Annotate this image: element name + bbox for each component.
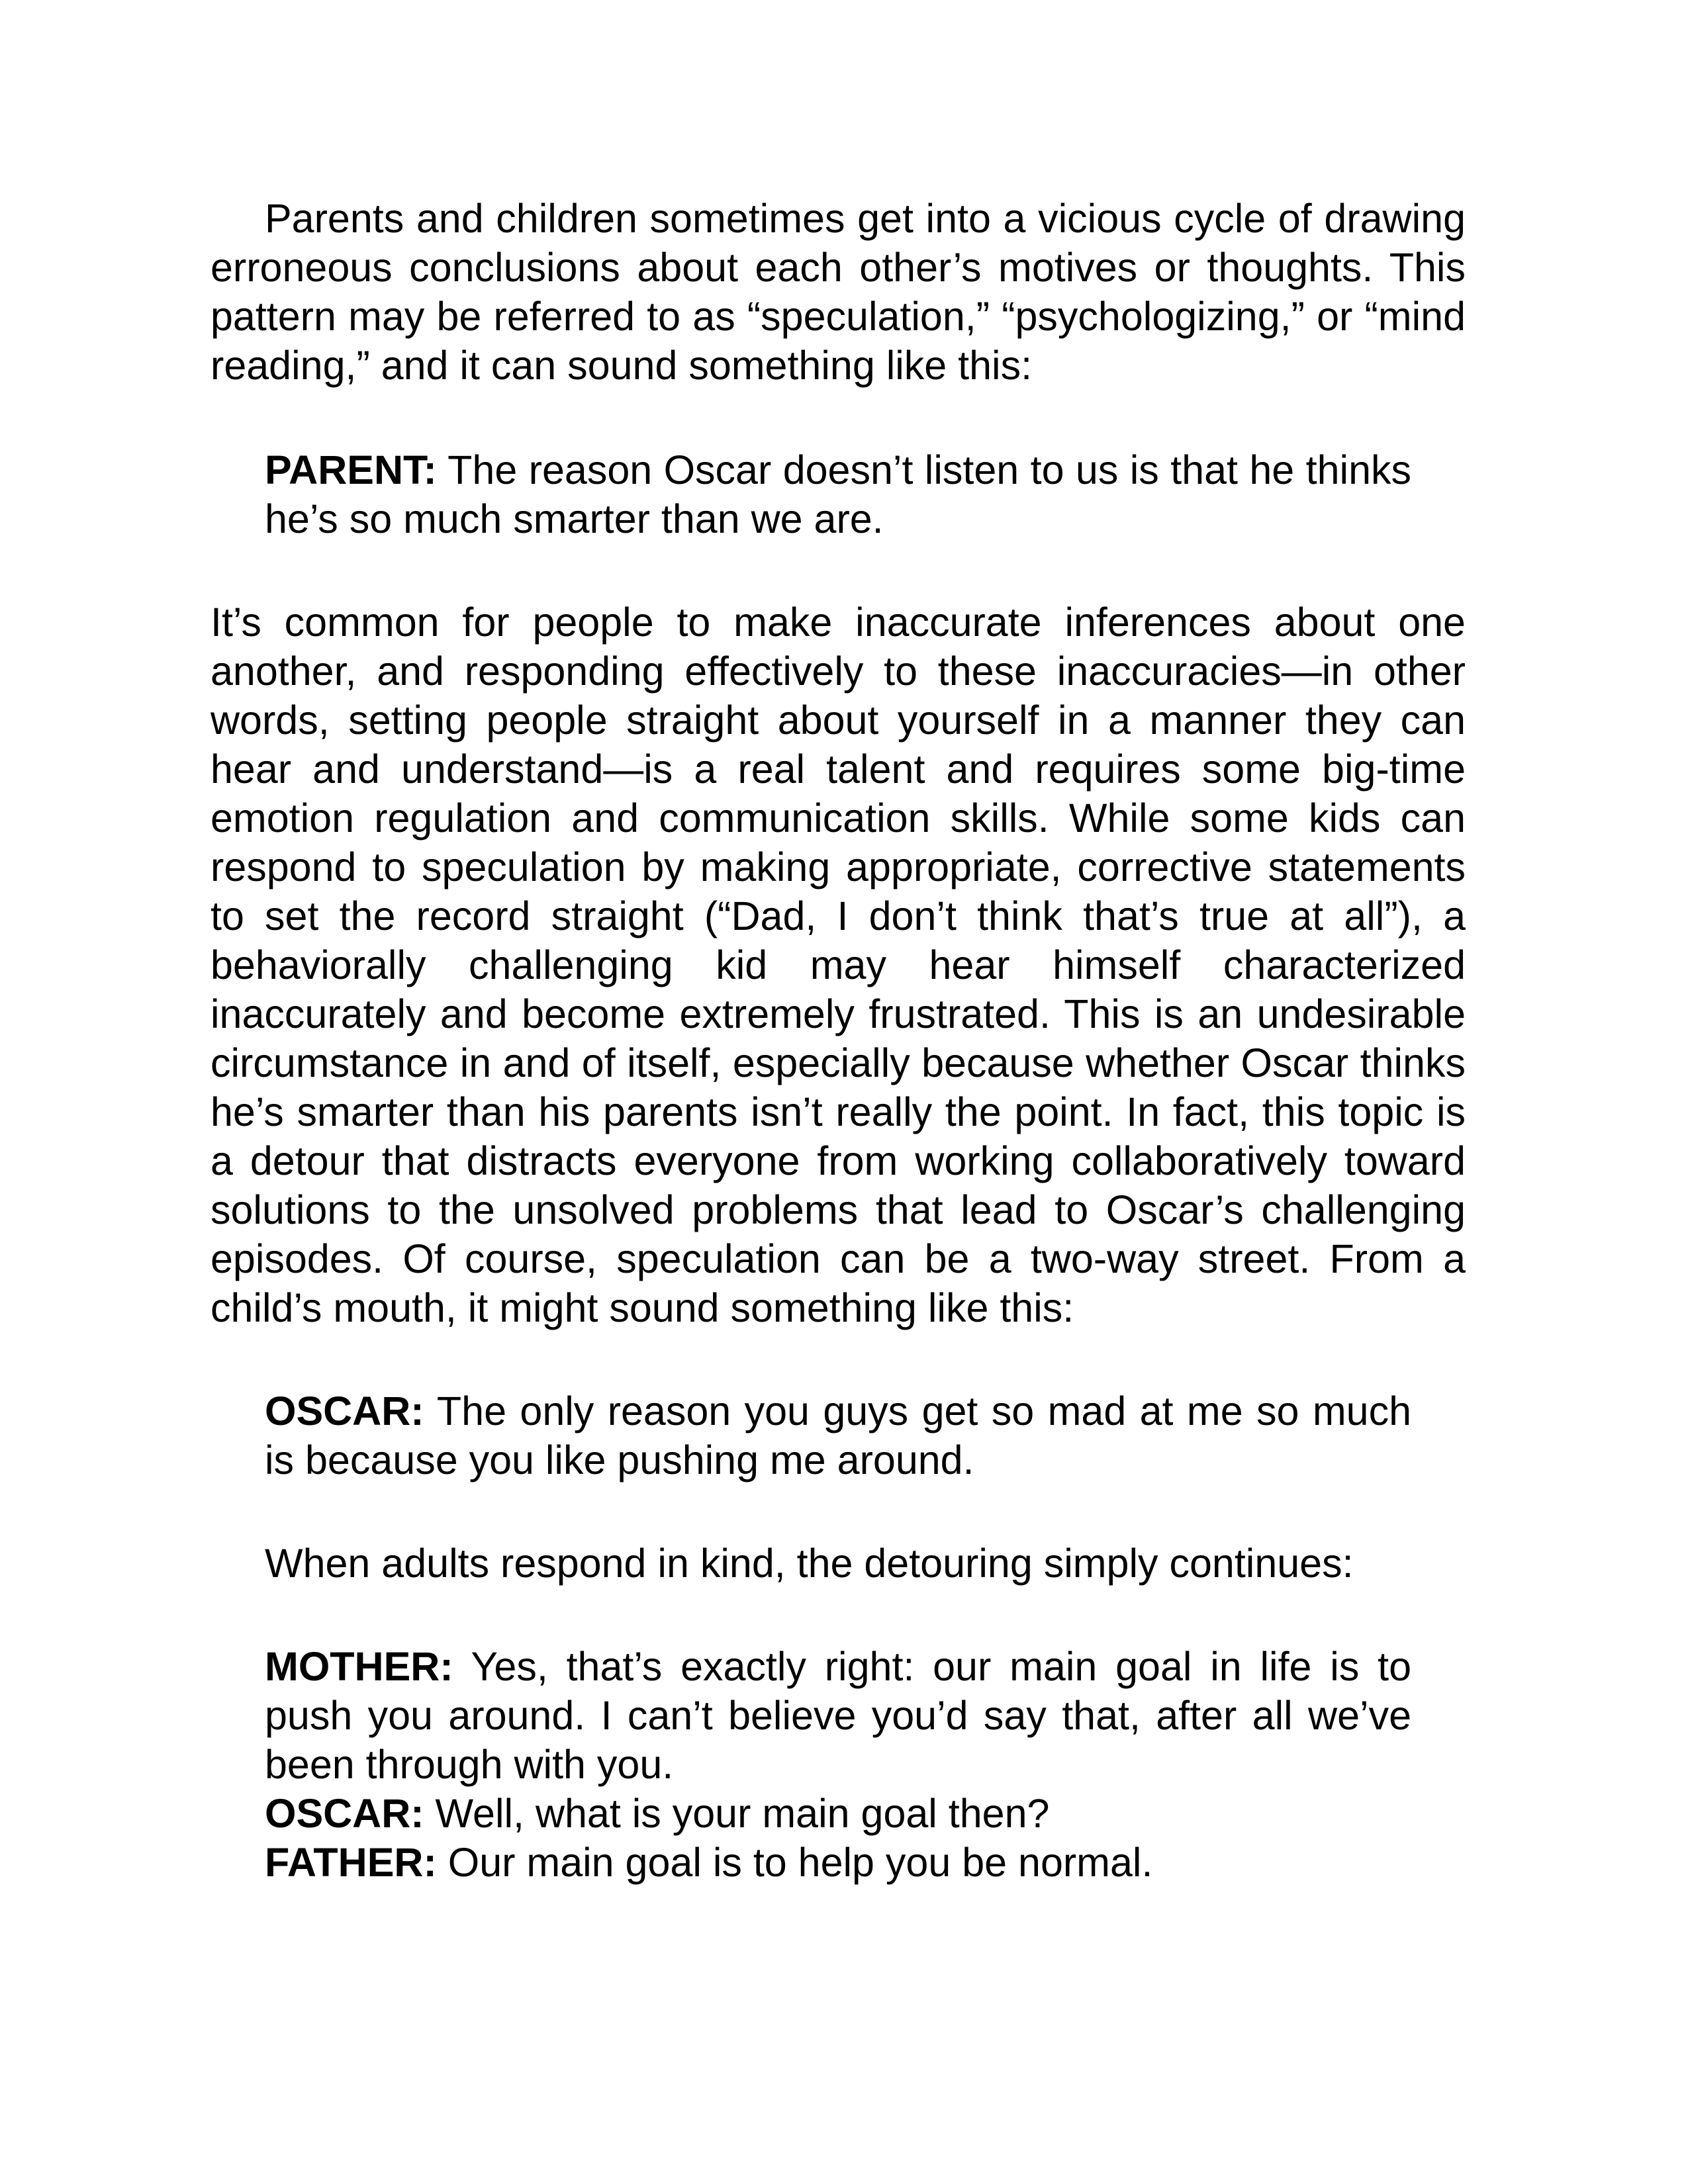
page-content	[211, 194, 1466, 1887]
main-paragraph: It’s common for people to make inaccurate inferences about one another, and responding effectively to these inaccuracies—in other words, setting people straight about yourself in a manner they can hear and understand—is a real talent and requires some big-time emotion regulation and communication skills. While some kids can respond to speculation by making appropriate, corrective statements to set the record straight (“Dad, I don’t think that’s true at all”), a behaviorally challenging kid may hear himself characterized inaccurately and become extremely frustrated. This is an undesirable circumstance in and of itself, especially because whether Oscar thinks he’s smarter than his parents isn’t really the point. In fact, this topic is a detour that distracts everyone from working collaboratively toward solutions to the unsolved problems that lead to Oscar’s challenging episodes. Of course, speculation can be a two-way street. From a child’s mouth, it might sound something like this:	[211, 600, 1466, 1330]
dialogue-line-father	[265, 1838, 1411, 1887]
dialogue-line-oscar	[265, 1789, 1411, 1838]
transition-paragraph: When adults respond in kind, the detouring simply continues:	[265, 1541, 1354, 1586]
dialogue-line-mother	[265, 1642, 1411, 1789]
dialogue-block	[211, 1642, 1411, 1887]
quote-text: The only reason you guys get so mad at me so much is because you like pushing me around.	[265, 1388, 1411, 1482]
speaker-label: OSCAR:	[265, 1388, 424, 1433]
speaker-label: OSCAR:	[265, 1791, 424, 1836]
dialogue-text: Yes, that’s exactly right: our main goal in life is to push you around. I can’t believe you’d say that, after all we’ve been through with you.	[265, 1644, 1411, 1787]
quote-text: The reason Oscar doesn’t listen to us is that he thinks he’s so much smarter than we are.	[265, 447, 1411, 541]
intro-paragraph: Parents and children sometimes get into a vicious cycle of drawing erroneous conclusions about each other’s motives or thoughts. This pattern may be referred to as “speculation,” “psychologizing,” or “mind reading,” and it can sound something like this:	[211, 196, 1466, 388]
parent-quote	[211, 445, 1411, 543]
oscar-quote	[211, 1387, 1411, 1484]
dialogue-text: Our main goal is to help you be normal.	[436, 1840, 1153, 1885]
speaker-label: MOTHER:	[265, 1644, 453, 1689]
dialogue-text: Well, what is your main goal then?	[424, 1791, 1050, 1836]
speaker-label: PARENT:	[265, 447, 437, 492]
speaker-label: FATHER:	[265, 1840, 437, 1885]
